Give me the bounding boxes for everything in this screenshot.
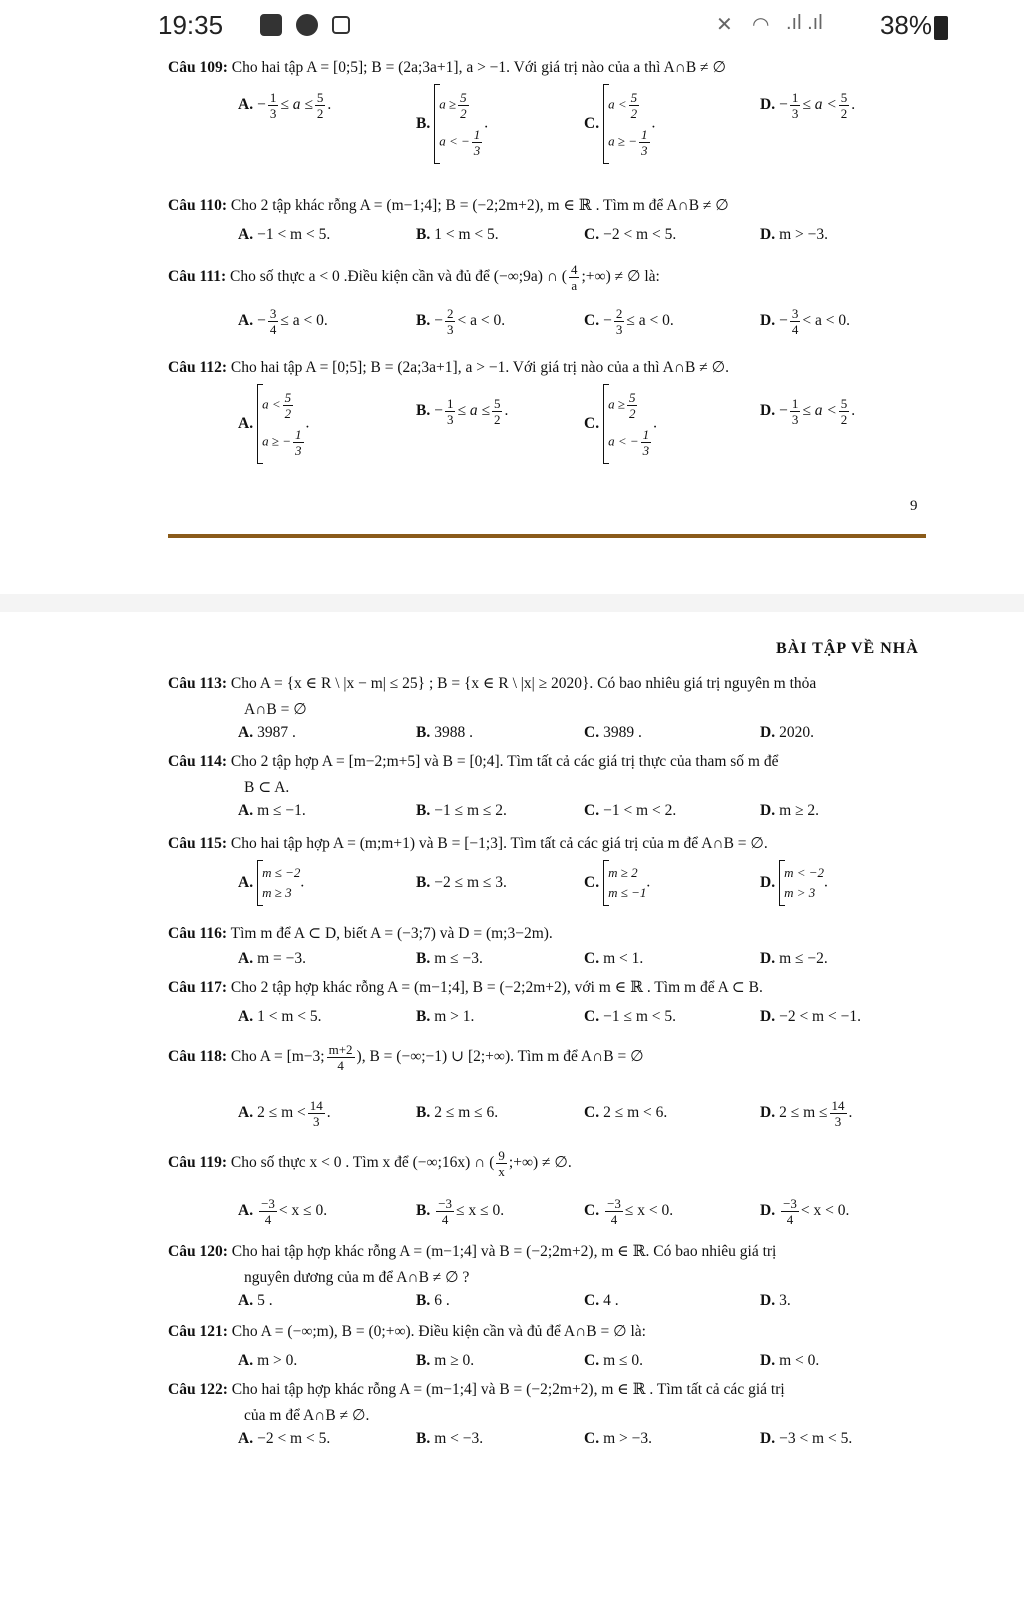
document-page-1: [106, 52, 956, 594]
signal-icon: .ıl .ıl: [786, 12, 823, 34]
page-number: 9: [910, 498, 918, 514]
q114-option-d[interactable]: D. m ≥ 2.: [760, 802, 820, 819]
question-113: Câu 113: Cho A = {x ∈ R \ |x − m| ≤ 25} ; B = {x ∈ R \ |x| ≥ 2020}. Có bao nhiêu giá trị nguyên m thỏa: [168, 675, 817, 692]
q115-option-b[interactable]: B. −2 ≤ m ≤ 3.: [416, 874, 507, 891]
q111-option-c[interactable]: C. − $\frac{2}{3}$ ≤ a < 0.: [584, 306, 674, 337]
wifi-icon: ◠: [752, 14, 770, 36]
q109-option-c[interactable]: C. a < $\frac{5}{2}$ a ≥ − $\frac{1}{3}$ .: [584, 84, 655, 164]
q109-option-d[interactable]: D. − $\frac{1}{3}$ ≤ a < $\frac{5}{2}$ .: [760, 90, 856, 121]
q120-option-c[interactable]: C. 4 .: [584, 1292, 619, 1309]
question-114-cont: B ⊂ A.: [244, 779, 290, 796]
section-heading: BÀI TẬP VỀ NHÀ: [776, 640, 919, 657]
q115-option-c[interactable]: C. m ≥ 2 m ≤ −1 .: [584, 860, 650, 906]
page-gap: [0, 594, 1024, 612]
question-112: Câu 112: Cho hai tập A = [0;5]; B = (2a;3a+1], a > −1. Với giá trị nào của a thì A∩B ≠ ∅.: [168, 359, 729, 376]
question-122-cont: của m để A∩B ≠ ∅.: [244, 1407, 370, 1424]
battery-percent: 38%: [879, 10, 932, 40]
question-115: Câu 115: Cho hai tập hợp A = (m;m+1) và B = [−1;3]. Tìm tất cả các giá trị của m để A∩B = ∅.: [168, 835, 768, 852]
question-118: Câu 118: Cho A = [m−3; $\frac{m+2}{4}$ ), B = (−∞;−1) ∪ [2;+∞). Tìm m để A∩B = ∅: [168, 1042, 644, 1073]
q121-option-c[interactable]: C. m ≤ 0.: [584, 1352, 644, 1369]
question-109: Câu 109: Cho hai tập A = [0;5]; B = (2a;3a+1], a > −1. Với giá trị nào của a thì A∩B ≠ ∅: [168, 59, 726, 76]
question-111: Câu 111: Cho số thực a < 0 .Điều kiện cần và đủ để (−∞;9a) ∩ ( $\frac{4}{a}$ ;+∞) ≠ ∅ là:: [168, 262, 660, 293]
q112-option-b[interactable]: B. − $\frac{1}{3}$ ≤ a ≤ $\frac{5}{2}$ .: [416, 396, 509, 427]
q110-option-b[interactable]: B. 1 < m < 5.: [416, 226, 499, 243]
question-120: Câu 120: Cho hai tập hợp khác rỗng A = (m−1;4] và B = (−2;2m+2), m ∈ ℝ. Có bao nhiêu giá trị: [168, 1243, 777, 1260]
q110-option-c[interactable]: C. −2 < m < 5.: [584, 226, 677, 243]
q120-option-d[interactable]: D. 3.: [760, 1292, 791, 1309]
q114-option-b[interactable]: B. −1 ≤ m ≤ 2.: [416, 802, 507, 819]
q111-option-b[interactable]: B. − $\frac{2}{3}$ < a < 0.: [416, 306, 506, 337]
question-116: Câu 116: Tìm m để A ⊂ D, biết A = (−3;7) và D = (m;3−2m).: [168, 925, 553, 942]
q121-option-a[interactable]: A. m > 0.: [238, 1352, 298, 1369]
q112-option-a[interactable]: A. a < $\frac{5}{2}$ a ≥ − $\frac{1}{3}$ .: [238, 384, 309, 464]
q116-option-c[interactable]: C. m < 1.: [584, 950, 644, 967]
question-117: Câu 117: Cho 2 tập hợp khác rỗng A = (m−1;4], B = (−2;2m+2), với m ∈ ℝ . Tìm m để A ⊂ B.: [168, 979, 763, 996]
app-notification-icon: [296, 14, 318, 36]
q117-option-b[interactable]: B. m > 1.: [416, 1008, 475, 1025]
q113-option-b[interactable]: B. 3988 .: [416, 724, 473, 741]
q111-option-a[interactable]: A. − $\frac{3}{4}$ ≤ a < 0.: [238, 306, 328, 337]
q115-option-a[interactable]: A. m ≤ −2 m ≥ 3 .: [238, 860, 304, 906]
q117-option-d[interactable]: D. −2 < m < −1.: [760, 1008, 861, 1025]
q115-option-d[interactable]: D. m < −2 m > 3 .: [760, 860, 828, 906]
q117-option-c[interactable]: C. −1 ≤ m < 5.: [584, 1008, 676, 1025]
question-122: Câu 122: Cho hai tập hợp khác rỗng A = (m−1;4] và B = (−2;2m+2), m ∈ ℝ . Tìm tất cả các giá trị: [168, 1381, 785, 1398]
q122-option-c[interactable]: C. m > −3.: [584, 1430, 652, 1447]
question-120-cont: nguyên dương của m để A∩B ≠ ∅ ?: [244, 1269, 470, 1286]
q110-option-a[interactable]: A. −1 < m < 5.: [238, 226, 331, 243]
status-time: 19:35: [158, 10, 224, 40]
q119-option-b[interactable]: B. $\frac{-3}{4}$ ≤ x ≤ 0.: [416, 1196, 505, 1227]
gallery-icon: [260, 14, 282, 36]
q121-option-d[interactable]: D. m < 0.: [760, 1352, 820, 1369]
q112-option-d[interactable]: D. − $\frac{1}{3}$ ≤ a < $\frac{5}{2}$ .: [760, 396, 856, 427]
question-114: Câu 114: Cho 2 tập hợp A = [m−2;m+5] và B = [0;4]. Tìm tất cả các giá trị thực của tham số m để: [168, 753, 779, 770]
page-divider: [168, 534, 926, 538]
q119-option-c[interactable]: C. $\frac{-3}{4}$ ≤ x < 0.: [584, 1196, 674, 1227]
document-page-2: [106, 612, 956, 1598]
q121-option-b[interactable]: B. m ≥ 0.: [416, 1352, 475, 1369]
q109-option-a[interactable]: A. − $\frac{1}{3}$ ≤ a ≤ $\frac{5}{2}$ .: [238, 90, 332, 121]
status-bar: [0, 0, 1024, 52]
q113-option-c[interactable]: C. 3989 .: [584, 724, 642, 741]
q110-option-d[interactable]: D. m > −3.: [760, 226, 828, 243]
mute-icon: ✕: [716, 14, 733, 36]
question-119: Câu 119: Cho số thực x < 0 . Tìm x để (−∞;16x) ∩ ( $\frac{9}{x}$ ;+∞) ≠ ∅.: [168, 1148, 572, 1179]
q120-option-b[interactable]: B. 6 .: [416, 1292, 450, 1309]
q116-option-b[interactable]: B. m ≤ −3.: [416, 950, 483, 967]
q119-option-a[interactable]: A. $\frac{-3}{4}$ < x ≤ 0.: [238, 1196, 328, 1227]
q114-option-a[interactable]: A. m ≤ −1.: [238, 802, 306, 819]
q119-option-d[interactable]: D. $\frac{-3}{4}$ < x < 0.: [760, 1196, 850, 1227]
q111-option-d[interactable]: D. − $\frac{3}{4}$ < a < 0.: [760, 306, 850, 337]
question-113-cont: A∩B = ∅: [244, 701, 307, 718]
q122-option-a[interactable]: A. −2 < m < 5.: [238, 1430, 331, 1447]
question-110: Câu 110: Cho 2 tập khác rỗng A = (m−1;4]; B = (−2;2m+2), m ∈ ℝ . Tìm m để A∩B ≠ ∅: [168, 197, 729, 214]
battery-icon: [934, 16, 948, 40]
q120-option-a[interactable]: A. 5 .: [238, 1292, 273, 1309]
q112-option-c[interactable]: C. a ≥ $\frac{5}{2}$ a < − $\frac{1}{3}$ .: [584, 384, 657, 464]
question-121: Câu 121: Cho A = (−∞;m), B = (0;+∞). Điều kiện cần và đủ để A∩B = ∅ là:: [168, 1323, 646, 1340]
q116-option-a[interactable]: A. m = −3.: [238, 950, 306, 967]
q113-option-a[interactable]: A. 3987 .: [238, 724, 296, 741]
q122-option-b[interactable]: B. m < −3.: [416, 1430, 484, 1447]
q109-option-b[interactable]: B. a ≥ $\frac{5}{2}$ a < − $\frac{1}{3}$ .: [416, 84, 488, 164]
q118-option-d[interactable]: D. 2 ≤ m ≤ $\frac{14}{3}$ .: [760, 1098, 853, 1129]
q116-option-d[interactable]: D. m ≤ −2.: [760, 950, 828, 967]
q118-option-c[interactable]: C. 2 ≤ m < 6.: [584, 1104, 668, 1121]
q117-option-a[interactable]: A. 1 < m < 5.: [238, 1008, 322, 1025]
q114-option-c[interactable]: C. −1 < m < 2.: [584, 802, 677, 819]
q122-option-d[interactable]: D. −3 < m < 5.: [760, 1430, 853, 1447]
message-icon: [332, 16, 350, 34]
q118-option-b[interactable]: B. 2 ≤ m ≤ 6.: [416, 1104, 499, 1121]
q113-option-d[interactable]: D. 2020.: [760, 724, 814, 741]
q118-option-a[interactable]: A. 2 ≤ m < $\frac{14}{3}$ .: [238, 1098, 331, 1129]
